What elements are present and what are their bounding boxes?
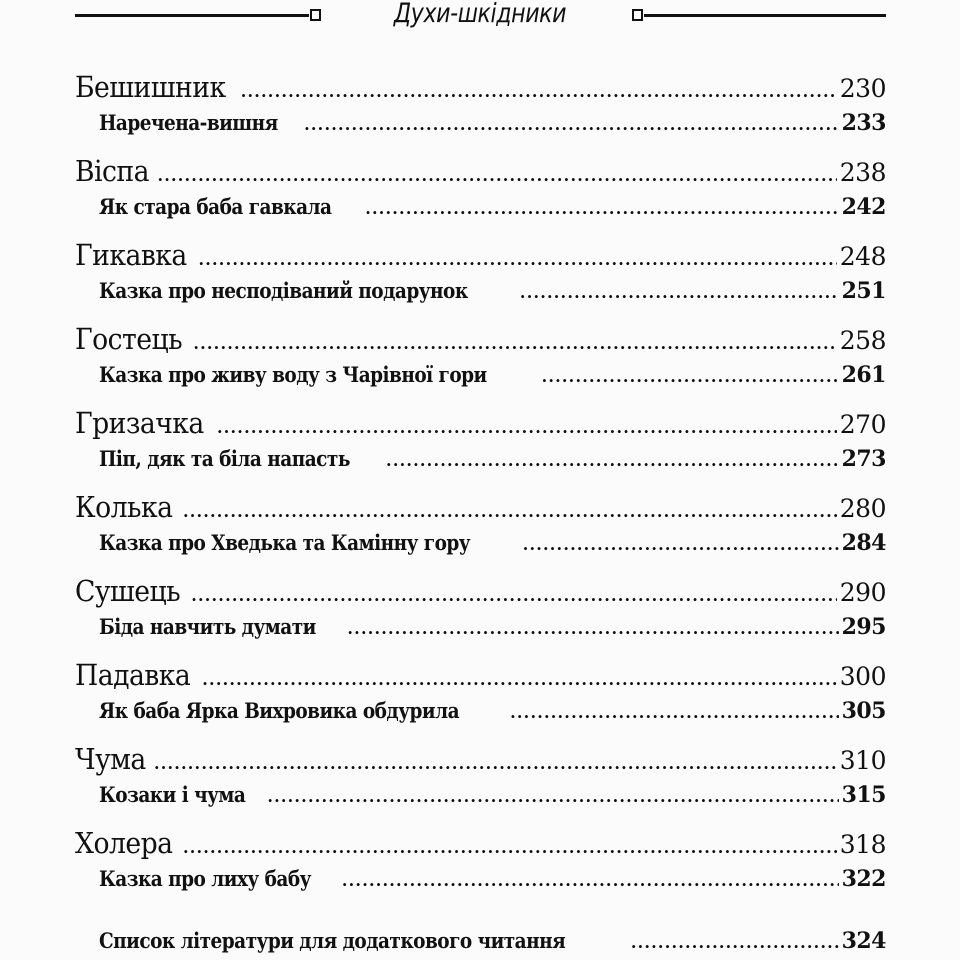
toc-story-title: Як стара баба гавкала (99, 194, 332, 219)
toc-entry-main[interactable] (75, 406, 886, 442)
toc-entry-main[interactable] (75, 826, 886, 862)
toc-entry-title: Чума (75, 742, 146, 776)
toc-story-title: Казка про живу воду з Чарівної гори (99, 362, 487, 387)
toc-entry-main[interactable] (75, 70, 886, 106)
toc-story-page: 305 (841, 698, 886, 724)
dot-leader (347, 621, 838, 637)
toc-story-page: 273 (841, 446, 886, 472)
toc-entry-main[interactable] (75, 574, 886, 610)
toc-story-page: 251 (841, 278, 886, 304)
toc-entry-page: 310 (839, 746, 886, 775)
toc-story-title: Біда навчить думати (99, 614, 316, 639)
toc-story-title: Казка про лиху бабу (99, 866, 311, 891)
toc-entry-appendix[interactable] (99, 928, 886, 956)
toc-appendix-title: Список літератури для додаткового читання (99, 928, 566, 953)
dot-leader (510, 705, 838, 721)
toc-story-page: 295 (841, 614, 886, 640)
toc-story-title: Казка про Хведька та Камінну гору (99, 530, 471, 555)
toc-entry-story[interactable] (99, 110, 886, 138)
toc-entry-main[interactable] (75, 322, 886, 358)
toc-entry-page: 258 (839, 326, 886, 355)
toc-entry-title: Колька (75, 490, 173, 524)
toc-entry-page: 300 (839, 662, 886, 691)
toc-entry-page: 280 (839, 494, 886, 523)
toc-entry-title: Гризачка (75, 406, 204, 440)
toc-entry-story[interactable] (99, 194, 886, 222)
toc-story-page: 261 (841, 362, 886, 388)
toc-entry-story[interactable] (99, 698, 886, 726)
toc-story-title: Козаки і чума (99, 782, 246, 807)
toc-story-page: 315 (841, 782, 886, 808)
dot-leader (520, 285, 839, 301)
toc-story-page: 322 (841, 866, 886, 892)
toc-entry-main[interactable] (75, 658, 886, 694)
dot-leader (386, 453, 839, 469)
toc-entry-main[interactable] (75, 742, 886, 778)
dot-leader (183, 504, 837, 520)
dot-leader (202, 672, 837, 688)
toc-entry-story[interactable] (99, 614, 886, 642)
toc-appendix-page: 324 (841, 928, 886, 954)
toc-story-page: 233 (841, 110, 886, 136)
toc-entry-main[interactable] (75, 154, 886, 190)
toc-entry-title: Гостець (75, 322, 183, 356)
dot-leader (631, 935, 839, 951)
toc-story-page: 242 (841, 194, 886, 220)
toc-entry-page: 238 (839, 158, 886, 187)
dot-leader (157, 168, 836, 184)
toc-story-title: Наречена-вишня (99, 110, 278, 135)
dot-leader (193, 336, 836, 352)
dot-leader (523, 537, 839, 553)
toc-story-title: Як баба Ярка Вихровика обдурила (99, 698, 460, 723)
dot-leader (217, 420, 837, 436)
toc-entry-main[interactable] (75, 490, 886, 526)
toc-entry-story[interactable] (99, 278, 886, 306)
dot-leader (365, 201, 838, 217)
dot-leader (191, 588, 837, 604)
dot-leader (199, 252, 837, 268)
toc-entry-page: 248 (839, 242, 886, 271)
toc-entry-story[interactable] (99, 866, 886, 894)
toc-entry-main[interactable] (75, 238, 886, 274)
dot-leader (154, 756, 837, 772)
toc-story-title: Піп, дяк та біла напасть (99, 446, 350, 471)
toc-entry-story[interactable] (99, 530, 886, 558)
toc-entry-page: 230 (839, 74, 886, 103)
toc-entry-title: Бешишник (75, 70, 226, 104)
dot-leader (304, 117, 838, 133)
dot-leader (342, 873, 839, 889)
toc-entry-title: Холера (75, 826, 173, 860)
toc-entry-title: Віспа (75, 154, 150, 188)
toc-entry-page: 318 (839, 830, 886, 859)
toc-story-title: Казка про несподіваний подарунок (99, 278, 468, 303)
section-title: Духи-шкідники (393, 0, 567, 29)
toc-entry-title: Гикавка (75, 238, 187, 272)
dot-leader (241, 84, 837, 100)
toc-story-page: 284 (841, 530, 886, 556)
toc-entry-story[interactable] (99, 446, 886, 474)
toc-entry-title: Падавка (75, 658, 191, 692)
dot-leader (183, 840, 837, 856)
toc-entry-page: 270 (839, 410, 886, 439)
toc-entry-page: 290 (839, 578, 886, 607)
toc-entry-story[interactable] (99, 362, 886, 390)
toc-entry-title: Сушець (75, 574, 181, 608)
dot-leader (267, 789, 838, 805)
dot-leader (542, 369, 839, 385)
toc-entry-story[interactable] (99, 782, 886, 810)
